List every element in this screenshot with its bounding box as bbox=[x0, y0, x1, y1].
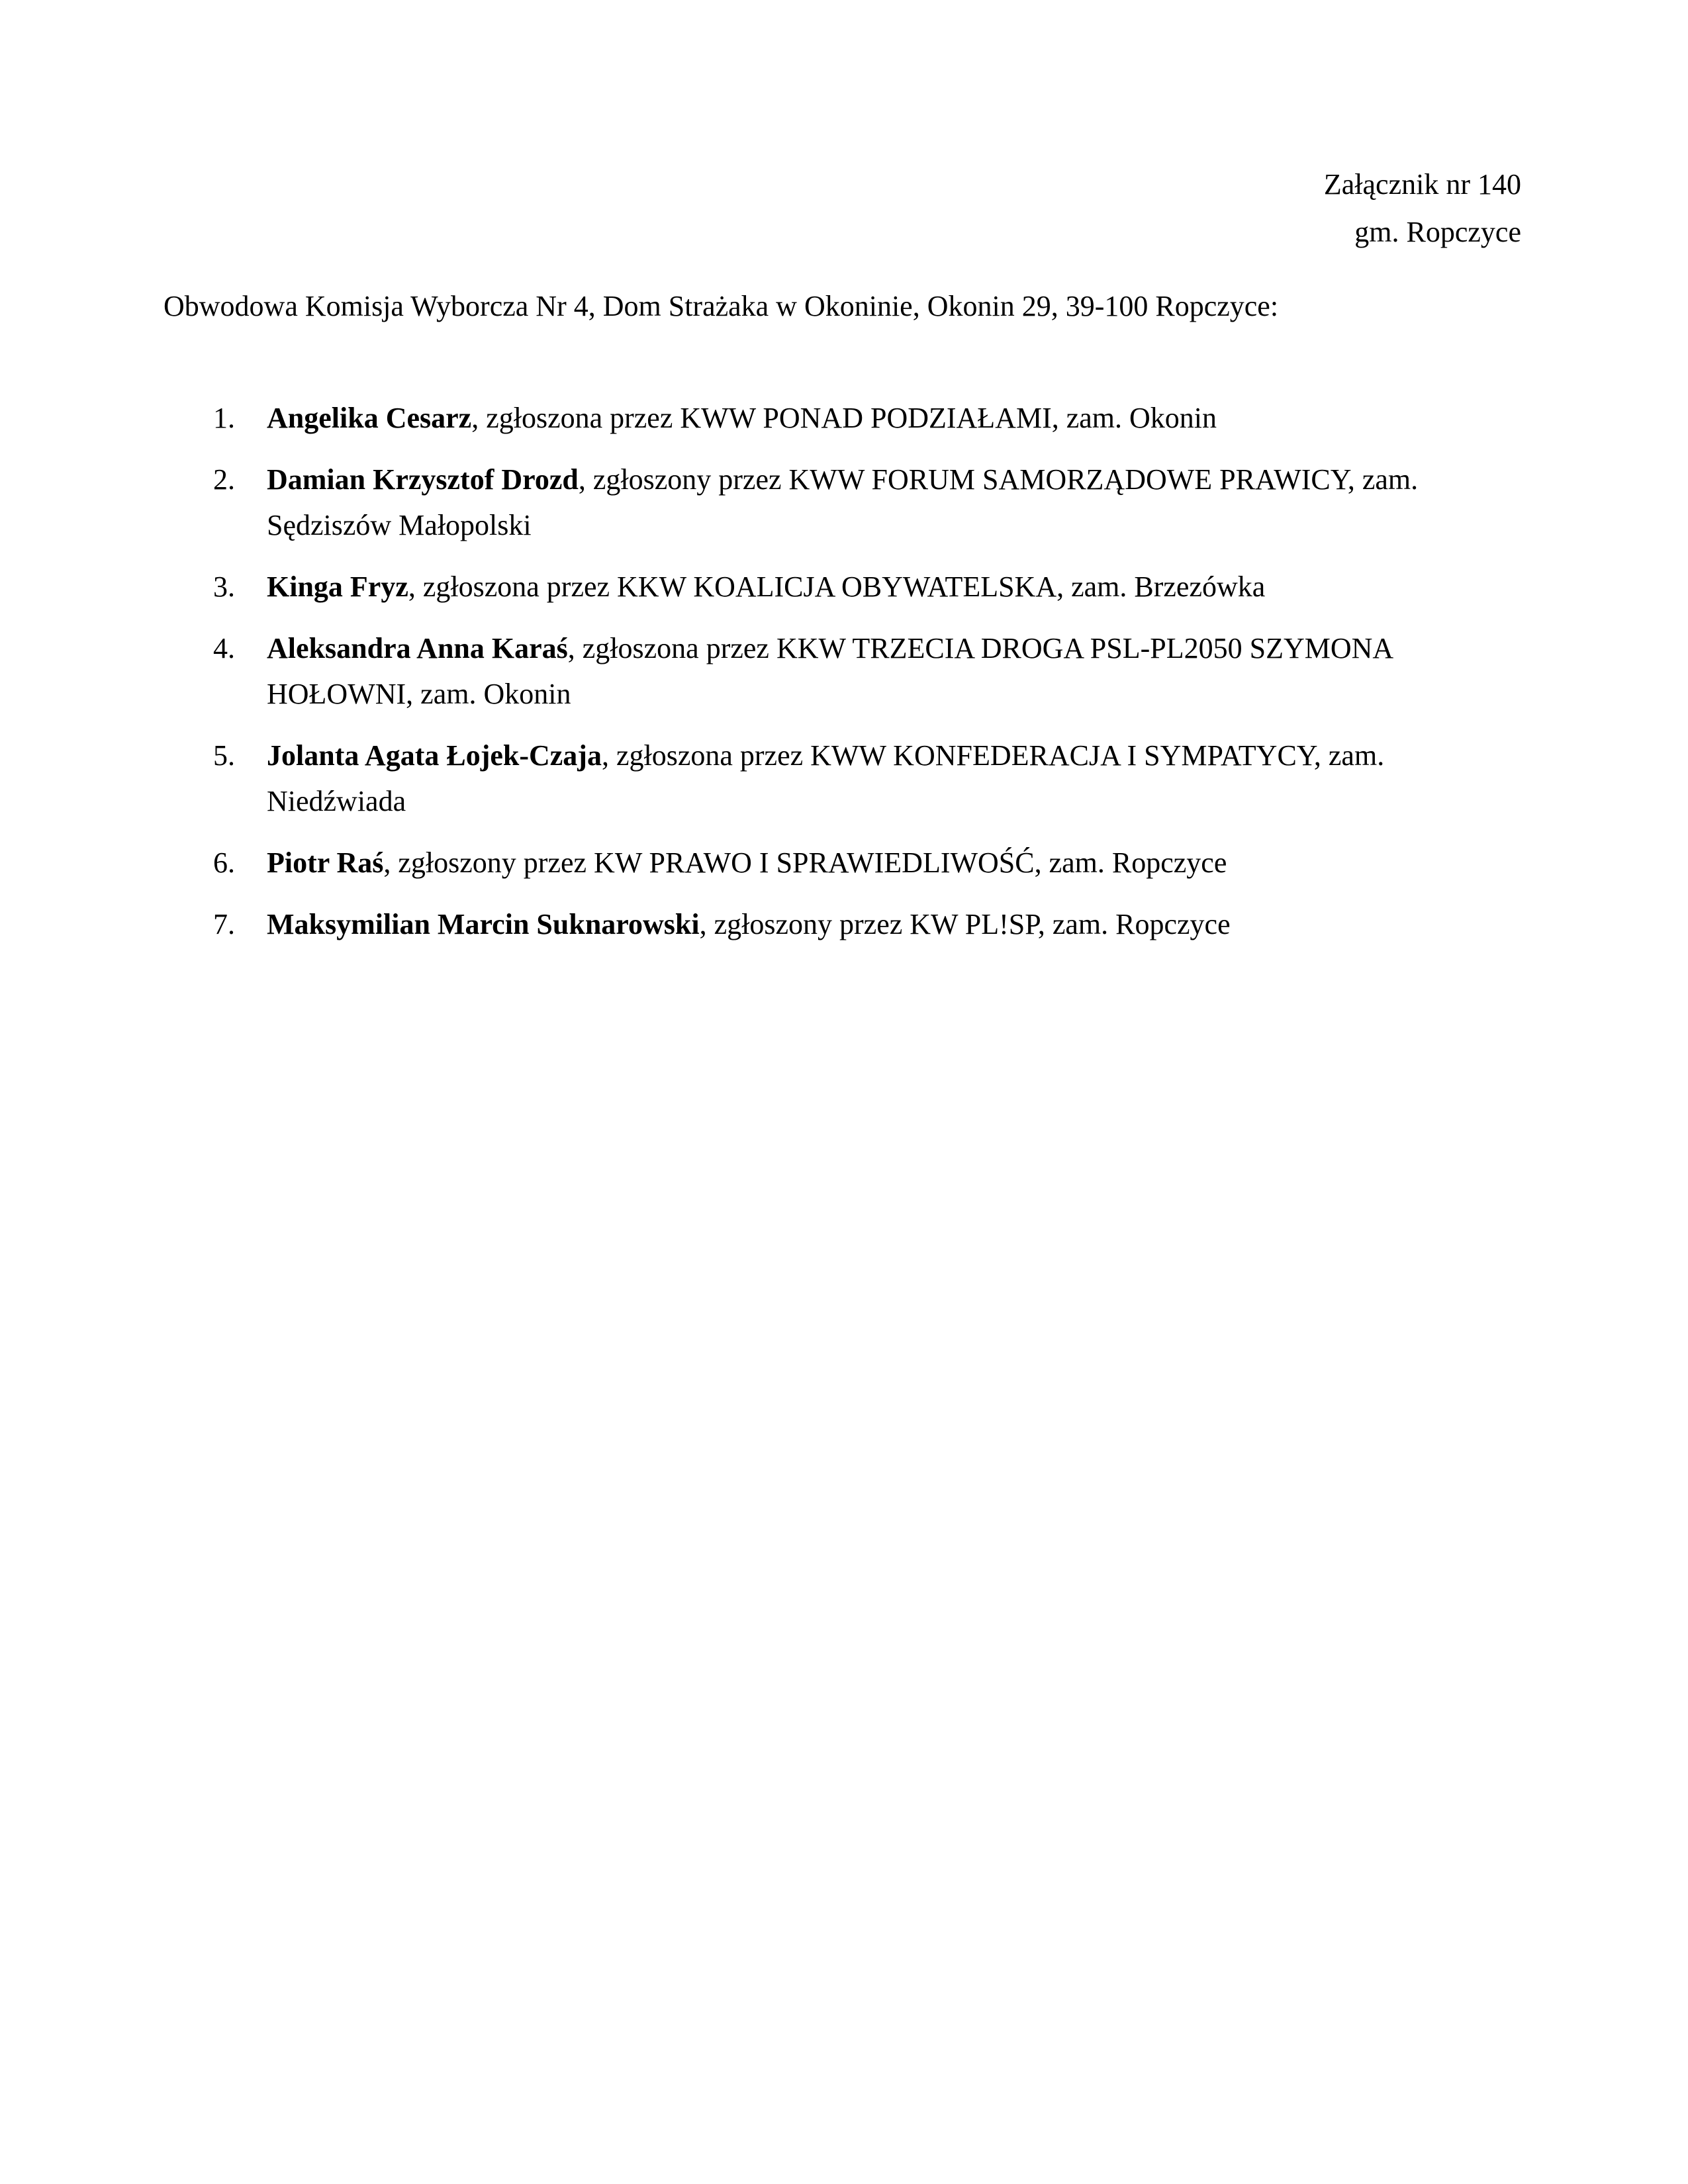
item-number: 3. bbox=[213, 570, 235, 603]
member-name: Kinga Fryz bbox=[267, 570, 408, 603]
list-item bbox=[0, 625, 1688, 717]
member-name: Maksymilian Marcin Suknarowski bbox=[267, 908, 700, 940]
member-details: , zgłoszona przez KKW KOALICJA OBYWATELSKA, zam. Brzezówka bbox=[408, 570, 1266, 603]
member-name: Piotr Raś bbox=[267, 846, 384, 879]
member-details: , zgłoszona przez KWW KONFEDERACJA I SYMPATYCY, zam. Niedźwiada bbox=[267, 739, 1385, 817]
member-name: Angelika Cesarz bbox=[267, 402, 472, 434]
member-details: , zgłoszony przez KW PRAWO I SPRAWIEDLIWOŚĆ, zam. Ropczyce bbox=[383, 846, 1227, 879]
member-details: , zgłoszony przez KW PL!SP, zam. Ropczyce bbox=[699, 908, 1231, 940]
member-list bbox=[0, 395, 1688, 963]
list-item bbox=[0, 395, 1688, 441]
member-details: , zgłoszona przez KKW TRZECIA DROGA PSL-PL2050 SZYMONA HOŁOWNI, zam. Okonin bbox=[267, 632, 1392, 710]
list-item bbox=[0, 457, 1688, 548]
item-number: 1. bbox=[213, 402, 235, 434]
member-details: , zgłoszony przez KWW FORUM SAMORZĄDOWE PRAWICY, zam. Sędziszów Małopolski bbox=[267, 463, 1419, 541]
item-number: 5. bbox=[213, 739, 235, 772]
commission-title: Obwodowa Komisja Wyborcza Nr 4, Dom Strażaka w Okoninie, Okonin 29, 39-100 Ropczyce: bbox=[164, 290, 1279, 322]
list-item bbox=[0, 840, 1688, 886]
member-name: Aleksandra Anna Karaś bbox=[267, 632, 568, 664]
member-details: , zgłoszona przez KWW PONAD PODZIAŁAMI, zam. Okonin bbox=[471, 402, 1217, 434]
document-header bbox=[1324, 161, 1521, 256]
item-number: 6. bbox=[213, 846, 235, 879]
member-name: Jolanta Agata Łojek-Czaja bbox=[267, 739, 602, 772]
item-number: 2. bbox=[213, 463, 235, 496]
attachment-number: Załącznik nr 140 bbox=[1323, 168, 1521, 201]
list-item bbox=[0, 901, 1688, 947]
member-name: Damian Krzysztof Drozd bbox=[267, 463, 579, 496]
municipality-label: gm. Ropczyce bbox=[1354, 216, 1521, 248]
item-number: 4. bbox=[213, 632, 235, 664]
item-number: 7. bbox=[213, 908, 235, 940]
list-item bbox=[0, 564, 1688, 610]
list-item bbox=[0, 733, 1688, 824]
